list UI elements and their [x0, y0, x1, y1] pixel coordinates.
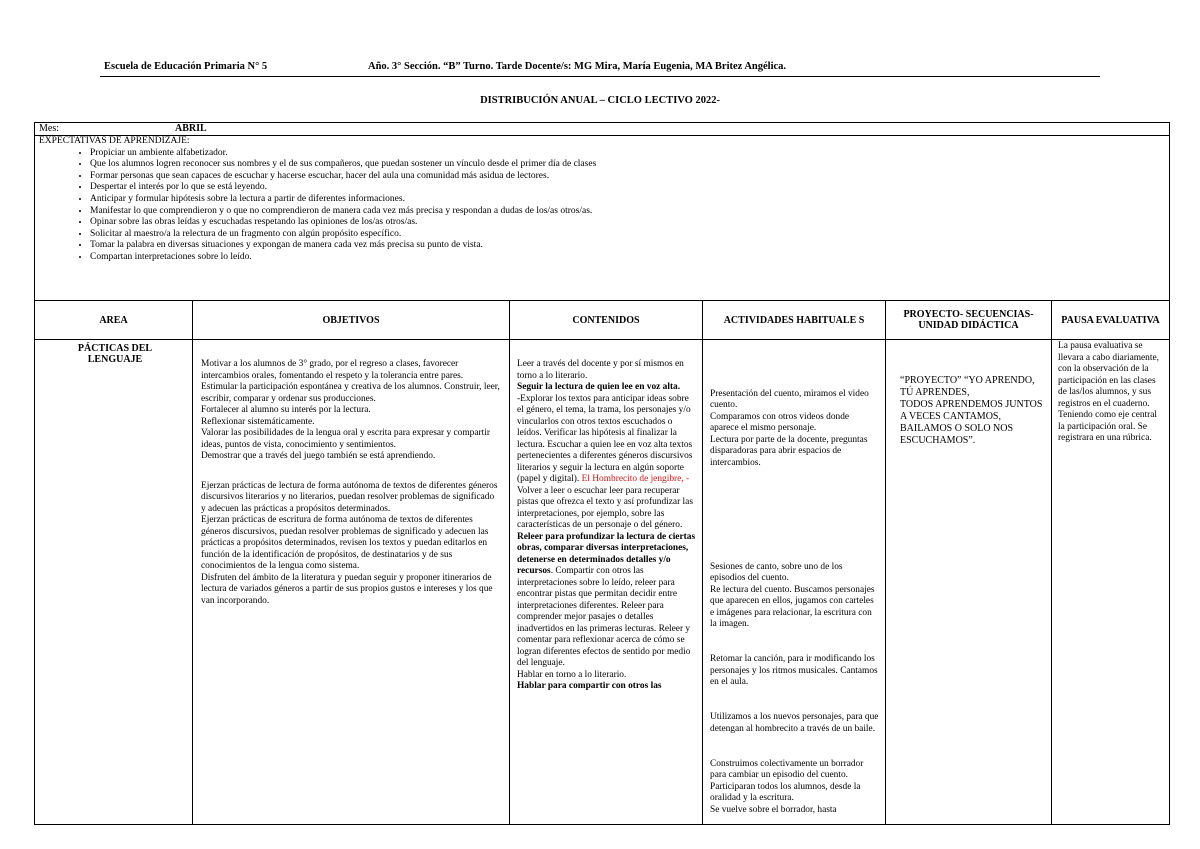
actividad-text: Construimos colectivamente un borrador para cambiar un episodio del cuento. Participaran todos los alumnos, desde la oralidad y la escritura. Se vuelve sobre el borrador, hasta: [710, 758, 864, 815]
contenidos-column: [509, 300, 702, 825]
columns-section: [35, 300, 1169, 825]
contenido-bold: Seguir la lectura de quien lee en voz alta.: [517, 382, 681, 392]
contenido-text: . Compartir con otros las interpretaciones sobre lo leído, releer para encontrar pistas que permitan decidir entre interpretaciones diferentes. Releer para comprender mejor pasajes o detalles inadvertidos en las primeras lecturas. Releer y comentar para reflexionar acerca de cómo se logran diferentes efectos de sentido por medio del lenguaje.: [517, 566, 691, 668]
area-column: [35, 300, 192, 825]
proyecto-column: [885, 300, 1051, 825]
expectativa-item: • Compartan interpretaciones sobre lo leído.: [90, 252, 1159, 264]
expectativa-item: • Formar personas que sean capaces de escuchar y hacerse escuchar, hacer del aula una comunidad más asidua de lectores.: [90, 171, 1159, 183]
expectativa-item: • Tomar la palabra en diversas situaciones y expongan de manera cada vez más precisa su punto de vista.: [90, 240, 1159, 252]
expectativa-item: • Que los alumnos logren reconocer sus nombres y el de sus compañeros, que puedan sostener un vínculo desde el primer día de clases: [90, 159, 1159, 171]
contenidos-body: [510, 341, 702, 825]
contenido-text: Hablar en torno a lo literario.: [517, 669, 627, 680]
contenido-intro: Leer a través del docente y por sí mismos en torno a lo literario.: [517, 359, 684, 381]
proyecto-text: “PROYECTO” “YO APRENDO, TÚ APRENDES, TODOS APRENDEMOS JUNTOS A VECES CANTAMOS, BAILAMOS O SOLO NOS ESCUCHAMOS”.: [900, 375, 1043, 446]
objetivos-header: OBJETIVOS: [193, 300, 509, 340]
expectativa-item: • Manifestar lo que comprendieron y o que no comprendieron de manera cada vez más precisa y respondan a dudas de los/as otros/as.: [90, 206, 1159, 218]
actividades-header: ACTIVIDADES HABITUALE S: [703, 300, 885, 340]
month-value: ABRIL: [175, 123, 207, 134]
objetivos-column: [192, 300, 509, 825]
document-title: DISTRIBUCIÓN ANUAL – CICLO LECTIVO 2022-: [480, 95, 720, 106]
actividad-text: Sesiones de canto, sobre uno de los episodios del cuento. Re lectura del cuento. Buscamos personajes que aparecen en ellos, jugamos con carteles e imágenes para relacionar, la escritura con la imagen.: [710, 561, 875, 629]
contenido-story-title: El Hombrecito de jengibre, -: [579, 474, 690, 484]
contenido-text: Volver a leer o escuchar leer para recuperar pistas que ofrezca el texto y así profundizar las interpretaciones, por ejemplo, sobre las características de un personaje o del género.: [517, 485, 693, 530]
contenido-bold: Releer para profundizar la lectura de ciertas obras, comparar diversas interpretaciones, detenerse en determinados detalles y/o recursos: [517, 531, 696, 576]
actividad-text: Retomar la canción, para ir modificando los personajes y los ritmos musicales. Cantamos en el aula.: [710, 654, 878, 687]
school-name: Escuela de Educación Primaria N° 5: [104, 61, 268, 72]
objetivos-body: [193, 341, 509, 825]
expectativa-item: • Anticipar y formular hipótesis sobre la lectura a partir de diferentes informaciones.: [90, 194, 1159, 206]
objetivo-text: Ejerzan prácticas de lectura de forma autónoma de textos de diferentes géneros discursivos literarios y no literarios, puedan resolver problemas de significado y adecuen las prácticas a propósitos determinados.: [201, 480, 498, 514]
expectativa-item: • Propiciar un ambiente alfabetizador.: [90, 148, 1159, 160]
objetivo-text: Reflexionar sistemáticamente.: [201, 416, 315, 427]
objetivo-text: Disfruten del ámbito de la literatura y puedan seguir y proponer itinerarios de lectura de variados géneros a partir de sus propios gustos e intereses y los que van incorporando.: [201, 572, 493, 606]
area-name: PÁCTICAS DEL LENGUAJE: [77, 343, 153, 365]
objetivo-text: Fortalecer al alumno su interés por la lectura.: [201, 405, 371, 415]
actividades-column: [702, 300, 885, 825]
pausa-column: [1051, 300, 1169, 825]
expectativas-heading: EXPECTATIVAS DE APRENDIZAJE:: [39, 136, 190, 146]
expectativa-item: • Solicitar al maestro/a la relectura de un fragmento con algún propósito específico.: [90, 229, 1159, 241]
pausa-text: La pausa evaluativa se llevara a cabo diariamente, con la observación de la participación en las clases de las/los alumnos, y sus registros en el cuaderno. Teniendo como eje central la participación oral. Se registrara en una rúbrica.: [1058, 341, 1159, 443]
actividad-text: Presentación del cuento, miramos el video cuento. Comparamos con otros videos donde aparece el mismo personaje. Lectura por parte de la docente, preguntas disparadoras para abrir espacios de intercambios.: [710, 388, 869, 468]
document-header: [100, 61, 1100, 77]
expectativa-item: • Opinar sobre las obras leídas y escuchadas respetando las opiniones de los/as otros/as.: [90, 217, 1159, 229]
expectativas-list: [39, 148, 1159, 264]
expectativas-section: [39, 136, 1159, 264]
actividad-text: Utilizamos a los nuevos personajes, para que detengan al hombrecito a través de un baile.: [710, 712, 879, 734]
course-info: Año. 3° Sección. “B” Turno. Tarde Docente/s: MG Mira, María Eugenia, MA Britez Angélica.: [368, 61, 787, 72]
expectativa-item: • Despertar el interés por lo que se está leyendo.: [90, 182, 1159, 194]
month-label: Mes:: [39, 123, 59, 134]
pausa-header: PAUSA EVALUATIVA: [1052, 300, 1169, 340]
objetivo-text: Valorar las posibilidades de la lengua oral y escrita para expresar y compartir ideas, puntos de vista, conocimiento y sentimientos.: [201, 428, 490, 450]
objetivo-text: Motivar a los alumnos de 3° grado, por el regreso a clases, favorecer intercambios orales, fomentando el respeto y la tolerancia entre pares. Estimular la participación espontánea y creativa de los alumnos. Construir, leer, escribir, comparar y ordenar sus producciones.: [201, 359, 500, 404]
contenido-text: -Explorar los textos para anticipar ideas sobre el género, el tema, la trama, los personajes y/o vincularlos con otros textos escuchados o leídos. Verificar las hipótesis al finalizar la lectura. Escuchar a quien lee en voz alta textos pertenecientes a diferentes géneros discursivos literarios y seguir la lectura en algún soporte (papel y digital).: [517, 393, 693, 484]
contenido-bold: Hablar para compartir con otros las: [517, 681, 662, 691]
objetivo-text: Demostrar que a través del juego también se está aprendiendo.: [201, 451, 436, 461]
actividades-body: [703, 341, 885, 825]
contenidos-header: CONTENIDOS: [510, 300, 702, 340]
plan-table: [34, 122, 1170, 825]
proyecto-header: PROYECTO- SECUENCIAS- UNIDAD DIDÁCTICA: [886, 300, 1051, 340]
month-row: [35, 123, 1169, 136]
objetivo-text: Ejerzan prácticas de escritura de forma autónoma de textos de diferentes géneros discursivos, puedan resolver problemas de significado y adecuen las prácticas a propósitos determinados, revisen los textos y puedan editarlos en función de la identificación de propósitos, de destinatarios y de sus conocimientos de la lengua como sistema.: [201, 515, 489, 571]
area-header: AREA: [35, 300, 192, 340]
